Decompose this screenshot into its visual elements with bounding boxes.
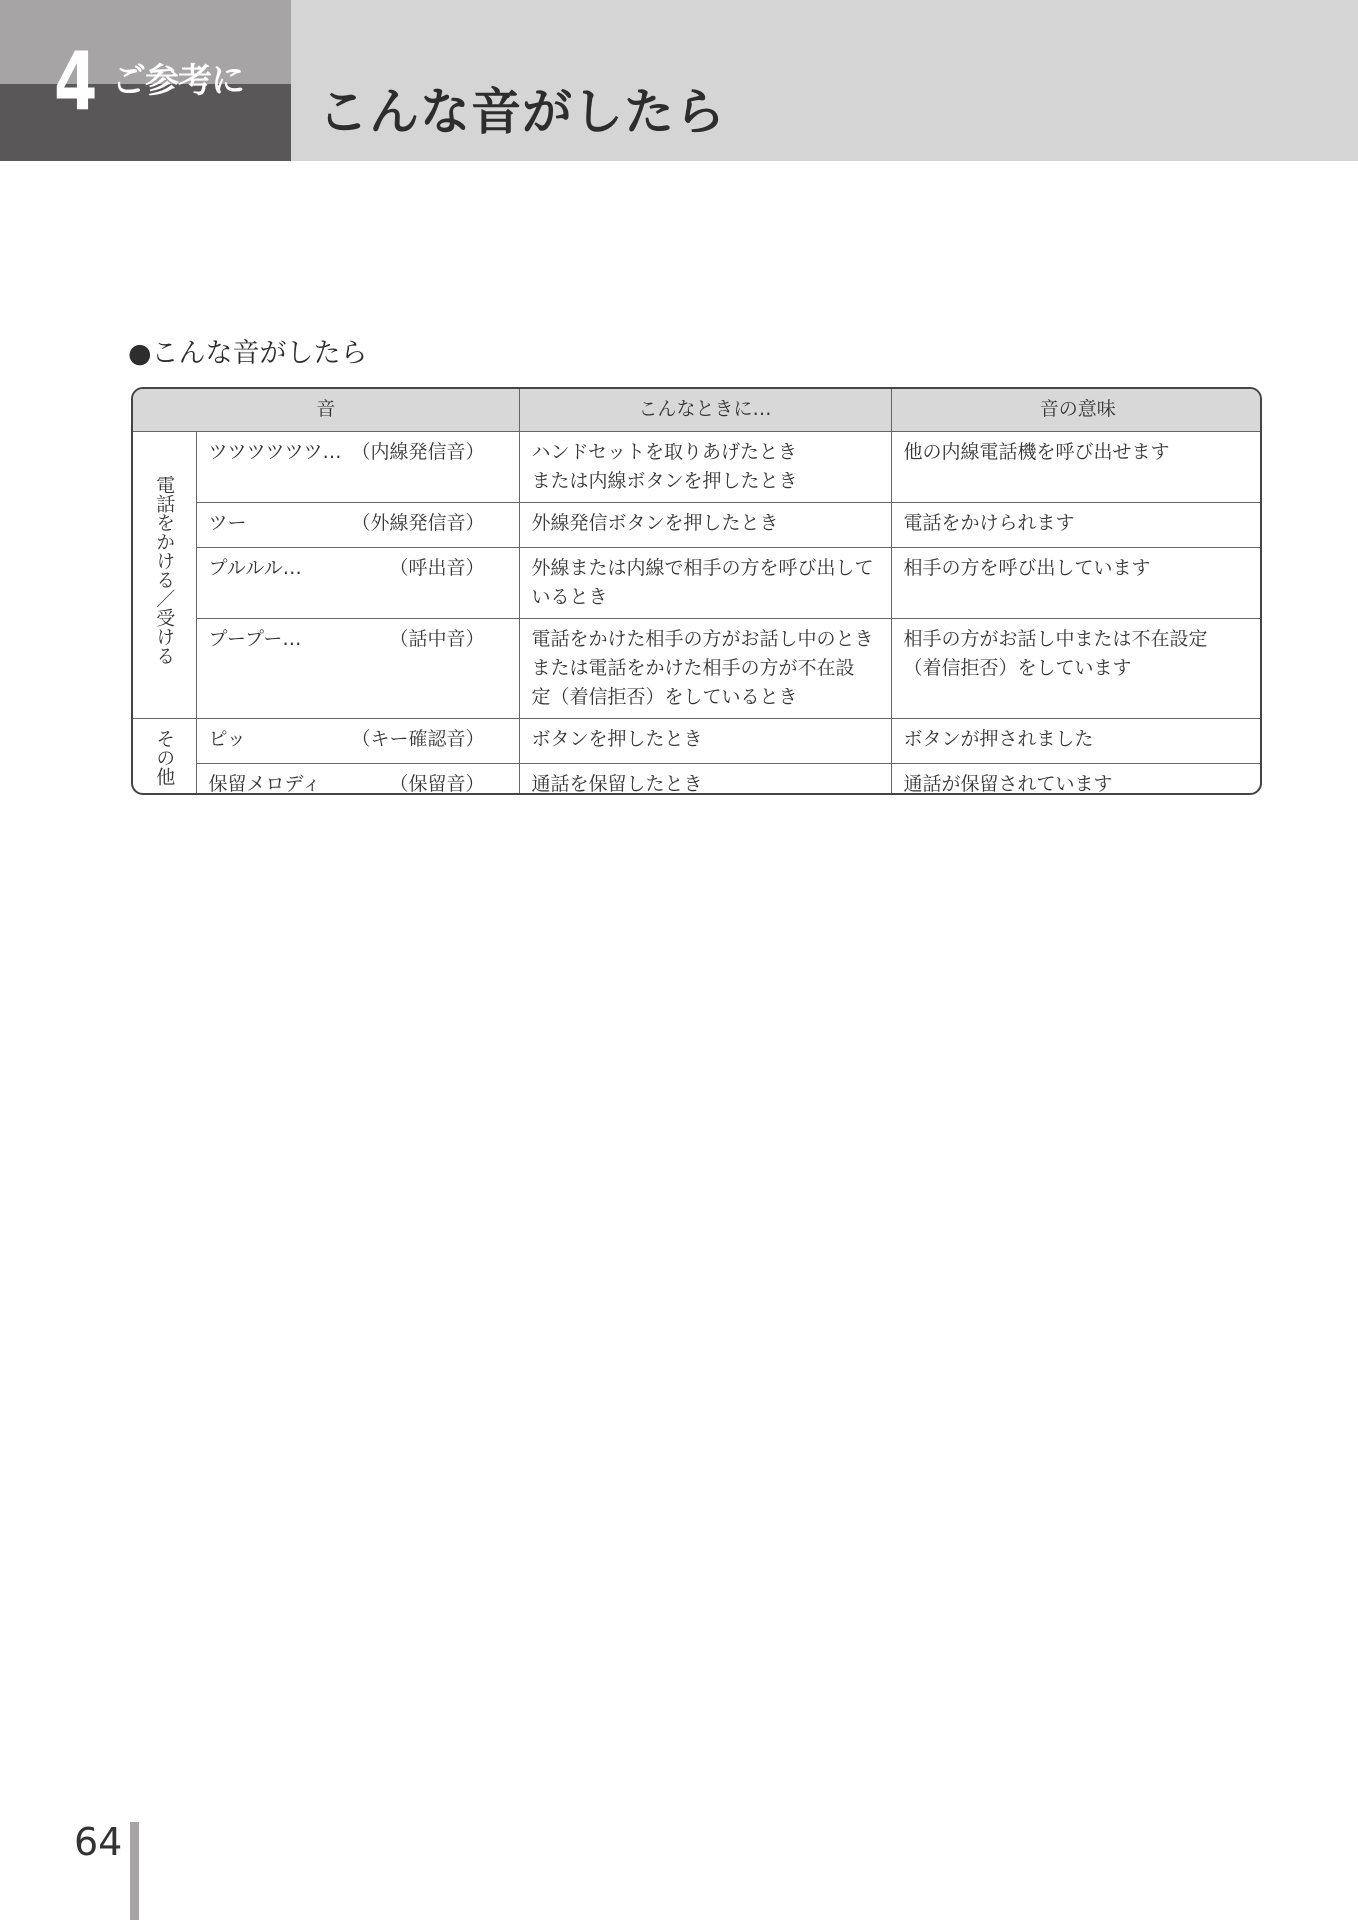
sound-cell xyxy=(196,618,519,718)
sound-cell xyxy=(196,431,519,502)
meaning-line: 相手の方を呼び出しています xyxy=(903,556,1151,579)
sound-type: （キー確認音） xyxy=(351,727,485,750)
column-header-sound: 音 xyxy=(133,389,519,431)
page-number-bar xyxy=(130,1822,139,1920)
table-row xyxy=(133,718,1262,763)
table-row xyxy=(133,431,1262,502)
when-line: いるとき xyxy=(531,585,608,608)
when-line: 定（着信拒否）をしているとき xyxy=(531,685,798,708)
sound-type: （内線発信音） xyxy=(351,440,485,463)
when-cell xyxy=(519,718,891,763)
chapter-label: ご参考に xyxy=(112,61,244,101)
meaning-line: 通話が保留されています xyxy=(903,772,1113,795)
when-line: 外線発信ボタンを押したとき xyxy=(531,511,779,534)
sound-type: （保留音） xyxy=(389,772,485,795)
when-cell xyxy=(519,763,891,795)
meaning-line: 電話をかけられます xyxy=(903,511,1075,534)
when-line: または内線ボタンを押したとき xyxy=(531,469,798,492)
sound-name: ツツツツツツ… xyxy=(208,440,342,463)
chapter-badge xyxy=(0,0,291,161)
meaning-line: ボタンが押されました xyxy=(903,727,1094,750)
sound-name: プルルル… xyxy=(208,556,302,579)
sound-type: （話中音） xyxy=(389,627,485,650)
when-line: または電話をかけた相手の方が不在設 xyxy=(531,656,855,679)
when-line: 電話をかけた相手の方がお話し中のとき xyxy=(531,627,874,650)
meaning-line: （着信拒否）をしています xyxy=(903,656,1132,679)
table-row xyxy=(133,763,1262,795)
meaning-cell xyxy=(891,431,1262,502)
when-line: 外線または内線で相手の方を呼び出して xyxy=(531,556,874,579)
category-label: その他 xyxy=(153,729,176,786)
when-cell xyxy=(519,502,891,547)
meaning-cell xyxy=(891,502,1262,547)
sound-cell xyxy=(196,502,519,547)
sound-type: （呼出音） xyxy=(389,556,485,579)
meaning-cell xyxy=(891,618,1262,718)
table-row xyxy=(133,502,1262,547)
table-header-row xyxy=(133,389,1262,431)
sound-name: 保留メロディ xyxy=(208,772,321,795)
category-label: 電話をかける／受ける xyxy=(153,475,176,665)
chapter-number: 4 xyxy=(54,35,98,128)
column-header-meaning: 音の意味 xyxy=(891,389,1262,431)
sound-name: ピッ xyxy=(208,727,246,750)
meaning-cell xyxy=(891,547,1262,618)
table-row xyxy=(133,547,1262,618)
sound-name: プープー… xyxy=(208,627,302,650)
when-cell xyxy=(519,547,891,618)
page-number: 64 xyxy=(74,1820,123,1864)
when-cell xyxy=(519,431,891,502)
when-line: ボタンを押したとき xyxy=(531,727,703,750)
when-line: ハンドセットを取りあげたとき xyxy=(531,440,797,463)
sound-table xyxy=(131,387,1262,795)
section-heading: ●こんな音がしたら xyxy=(128,338,368,369)
meaning-cell xyxy=(891,763,1262,795)
when-line: 通話を保留したとき xyxy=(531,772,703,795)
sound-name: ツー xyxy=(208,511,247,534)
sound-cell xyxy=(196,718,519,763)
sound-type: （外線発信音） xyxy=(351,511,485,534)
meaning-cell xyxy=(891,718,1262,763)
page-title: こんな音がしたら xyxy=(318,83,726,141)
sound-cell xyxy=(196,763,519,795)
column-header-when: こんなときに… xyxy=(519,389,891,431)
meaning-line: 他の内線電話機を呼び出せます xyxy=(903,440,1170,463)
meaning-line: 相手の方がお話し中または不在設定 xyxy=(903,627,1208,650)
category-cell xyxy=(133,718,196,795)
when-cell xyxy=(519,618,891,718)
table-row xyxy=(133,618,1262,718)
sound-cell xyxy=(196,547,519,618)
category-cell xyxy=(133,431,196,718)
